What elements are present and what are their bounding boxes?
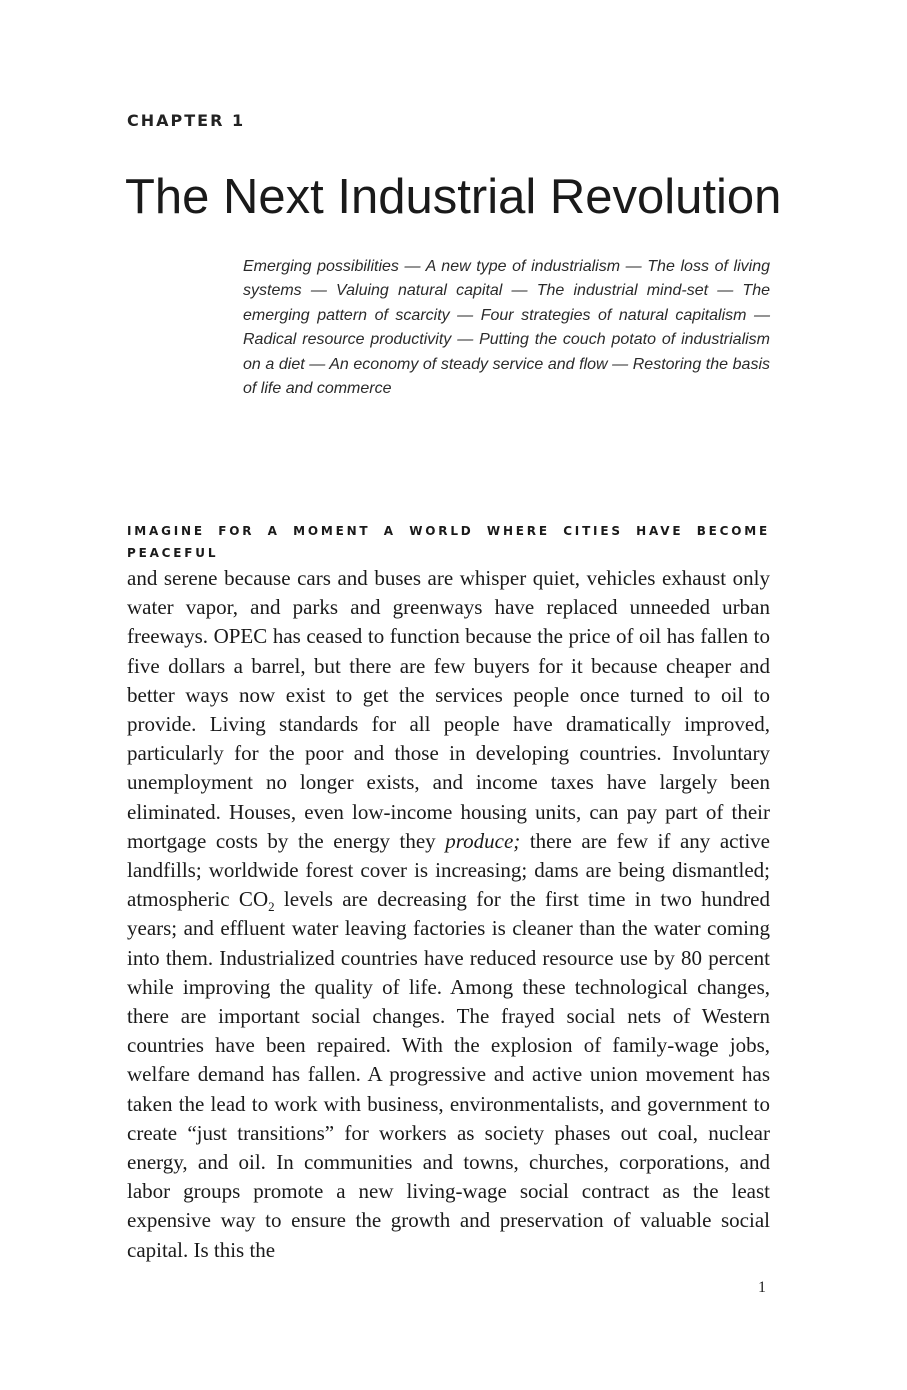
chapter-title: The Next Industrial Revolution <box>125 170 782 224</box>
chapter-label: CHAPTER 1 <box>127 111 246 130</box>
body-text-part-2: there are few if any active landfills; worldwide forest cover is increasing; dams are being dismantled; atmospheric CO <box>127 828 770 912</box>
body-emphasis: produce; <box>445 828 521 853</box>
body-text-part-1: and serene because cars and buses are whisper quiet, vehicles exhaust only water vapor, and parks and greenways have replaced unneeded urban freeways. OPEC has ceased to function because the price of oil has fallen to five dollars a barrel, but there are few buyers for it because cheaper and better ways now exist to get the services people once turned to oil to provide. Living standards for all people have dramatically improved, particularly for the poor and those in developing countries. Involuntary unemployment no longer exists, and income taxes have largely been eliminated. Houses, even low-income housing units, can pay part of their mortgage costs by the energy they <box>127 566 770 853</box>
body-paragraph <box>127 520 770 1265</box>
body-text-part-3: levels are decreasing for the first time in two hundred years; and effluent water leaving factories is cleaner than the water coming into them. Industrialized countries have reduced resource use by 80 percent while improving the quality of life. Among these technological changes, there are important social changes. The frayed social nets of Western countries have been repaired. With the explosion of family-wage jobs, welfare demand has fallen. A progressive and active union movement has taken the lead to work with business, environmentalists, and government to create “just transitions” for workers as society phases out coal, nuclear energy, and oil. In communities and towns, churches, corporations, and labor groups promote a new living-wage social contract as the least expensive way to ensure the growth and preservation of valuable social capital. Is this the <box>127 887 770 1262</box>
co2-subscript: 2 <box>268 899 275 915</box>
lead-in: IMAGINE FOR A MOMENT A WORLD WHERE CITIES HAVE BECOME PEACEFUL <box>127 524 770 560</box>
chapter-epigraph: Emerging possibilities — A new type of industrialism — The loss of living systems — Valuing natural capital — The industrial mind-set — The emerging pattern of scarcity — Four strategies of natural capitalism — Radical resource productivity — Putting the couch potato of industrialism on a diet — An economy of steady service and flow — Restoring the basis of life and commerce <box>243 258 770 398</box>
page-number: 1 <box>758 1279 766 1296</box>
